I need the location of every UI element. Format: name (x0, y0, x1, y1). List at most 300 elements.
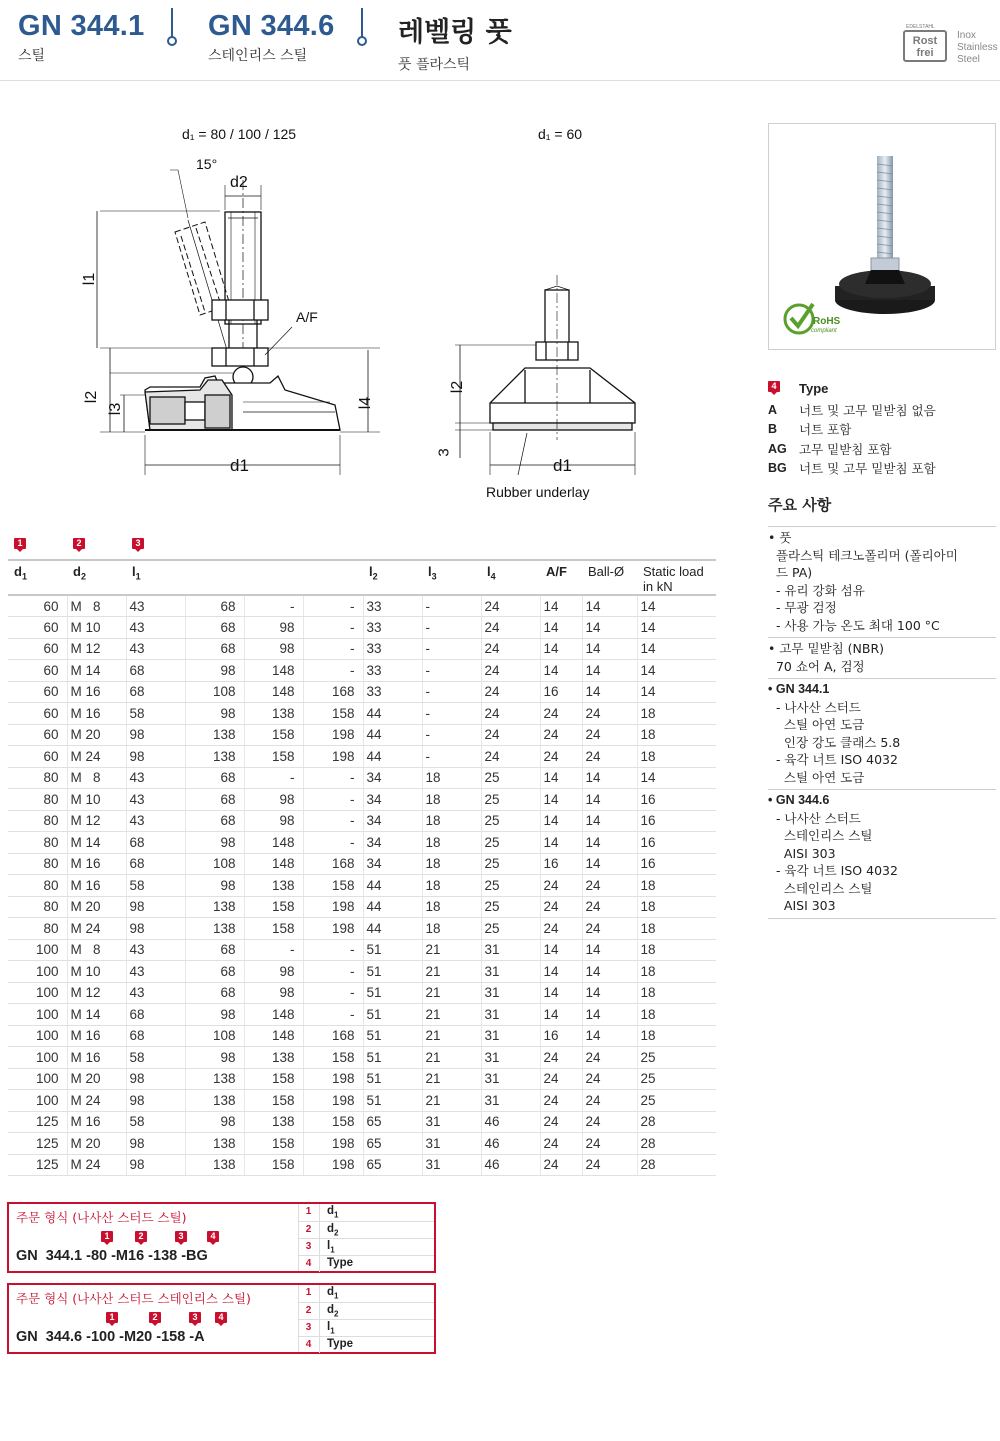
table-cell: 14 (582, 1004, 637, 1026)
table-cell: M 10 (67, 617, 126, 639)
table-cell: 31 (481, 1068, 540, 1090)
table-cell: 68 (126, 681, 185, 703)
table-cell: 60 (8, 746, 67, 768)
table-cell: 98 (244, 617, 303, 639)
table-cell: 21 (422, 1047, 481, 1069)
spec-line: 인장 강도 클래스 5.8 (768, 734, 901, 750)
table-cell: 60 (8, 660, 67, 682)
table-cell: 100 (8, 1025, 67, 1047)
spec-line: 스틸 아연 도금 (768, 717, 865, 732)
product-code-steel: GN 344.1 (18, 10, 145, 42)
label-d1-left: d1 (230, 456, 249, 475)
table-cell: 51 (363, 1090, 422, 1112)
table-cell: 138 (185, 918, 244, 940)
table-cell: 98 (244, 638, 303, 660)
order-badge-1-icon: 1 (101, 1230, 113, 1249)
legend-label: $d_1$ (327, 1205, 339, 1220)
table-cell: M 8 (67, 939, 126, 961)
table-cell: 14 (582, 767, 637, 789)
spec-line: 70 쇼어 A, 검정 (768, 658, 865, 674)
table-cell: 24 (540, 1154, 582, 1176)
table-cell: 100 (8, 961, 67, 983)
table-cell: 65 (363, 1154, 422, 1176)
type-legend-header (768, 376, 996, 400)
table-row (8, 810, 716, 832)
drawing-svg (0, 140, 760, 540)
table-header-cell (363, 560, 422, 595)
header-subscript: 1 (21, 571, 27, 582)
label-angle: 15° (196, 156, 218, 172)
table-cell: 51 (363, 982, 422, 1004)
table-cell: 98 (185, 1004, 244, 1026)
table-cell: 80 (8, 832, 67, 854)
table-row (8, 853, 716, 875)
table-cell: 24 (481, 724, 540, 746)
table-header-cell (126, 560, 185, 595)
logo-line-1: Rost (912, 35, 938, 47)
table-cell: - (422, 703, 481, 725)
product-material-steel: 스틸 (18, 48, 46, 64)
specs-list (768, 526, 996, 919)
table-row (8, 939, 716, 961)
spec-line: AISI 303 (768, 898, 836, 913)
rohs-compliant-label: compliant (811, 328, 837, 334)
table-cell: 21 (422, 939, 481, 961)
table-cell: 68 (185, 939, 244, 961)
table-cell: 34 (363, 810, 422, 832)
legend-label: $l_1$ (327, 1239, 335, 1255)
table-cell: 43 (126, 961, 185, 983)
rostfrei-logo-icon (903, 30, 947, 62)
order-badge-2-icon: 2 (149, 1311, 161, 1330)
legend-label: Type (327, 1256, 353, 1269)
table-cell: 80 (8, 918, 67, 940)
table-cell: 148 (244, 660, 303, 682)
order-legend (298, 1204, 434, 1271)
table-cell: 14 (540, 638, 582, 660)
table-cell: 18 (637, 724, 716, 746)
table-cell: 68 (126, 853, 185, 875)
table-cell: 138 (244, 1047, 303, 1069)
spec-line: - 사용 가능 온도 최대 100 °C (768, 617, 940, 633)
table-row (8, 1025, 716, 1047)
logo-line-2: frei (916, 47, 934, 59)
table-row (8, 1068, 716, 1090)
table-cell: 80 (8, 853, 67, 875)
order-legend-row (298, 1255, 434, 1272)
badge-3-icon: 3 (132, 537, 144, 556)
label-l2-right: l2 (449, 380, 467, 394)
header-product-1 (18, 10, 145, 65)
table-cell: 168 (303, 681, 363, 703)
order-title: 주문 형식 (나사산 스터드 스틸) (16, 1210, 187, 1225)
table-cell: 24 (582, 918, 637, 940)
table-cell: 100 (8, 939, 67, 961)
table-cell: 158 (244, 1154, 303, 1176)
table-cell: 14 (582, 810, 637, 832)
table-cell: 100 (8, 982, 67, 1004)
table-cell: 98 (244, 789, 303, 811)
header-title-block (398, 10, 512, 74)
table-cell: 14 (582, 638, 637, 660)
legend-label: $l_1$ (327, 1320, 335, 1336)
table-header-row (8, 560, 716, 595)
table-cell: 33 (363, 660, 422, 682)
logo-text-stainless: Stainless (957, 42, 998, 53)
dimensions-table (8, 559, 716, 1176)
order-example-steel (7, 1202, 436, 1273)
table-cell: M 16 (67, 853, 126, 875)
table-cell: 14 (637, 767, 716, 789)
specs-title: 주요 사항 (768, 496, 832, 514)
table-cell: 148 (244, 681, 303, 703)
page-title: 레벨링 풋 (398, 17, 512, 48)
table-cell: 138 (185, 746, 244, 768)
table-header-cell (8, 560, 67, 595)
table-cell: 138 (185, 1133, 244, 1155)
table-cell: 25 (637, 1047, 716, 1069)
table-cell: 24 (582, 746, 637, 768)
table-cell: 58 (126, 875, 185, 897)
table-cell: - (422, 617, 481, 639)
table-row (8, 638, 716, 660)
table-cell: M 16 (67, 1047, 126, 1069)
logo-text (957, 30, 998, 66)
badge-2-icon: 2 (73, 537, 85, 556)
spec-group (768, 679, 996, 790)
table-cell: 68 (185, 810, 244, 832)
table-cell: 44 (363, 918, 422, 940)
table-cell: 24 (582, 1154, 637, 1176)
table-row (8, 681, 716, 703)
legend-label: $d_2$ (327, 1303, 339, 1319)
table-header-cell (185, 560, 244, 595)
table-cell: M 12 (67, 982, 126, 1004)
table-cell: 14 (582, 1025, 637, 1047)
table-cell: 138 (185, 1154, 244, 1176)
table-row (8, 982, 716, 1004)
spec-line: - 나사산 스터드 (768, 699, 861, 715)
legend-number: 2 (298, 1222, 320, 1238)
order-code: GN 344.1 -80 -M16 -138 -BG (16, 1248, 208, 1264)
table-cell: 98 (126, 746, 185, 768)
header-label: l (132, 564, 136, 579)
table-cell: 14 (582, 617, 637, 639)
table-cell: 138 (244, 1111, 303, 1133)
spec-line: - 육각 너트 ISO 4032 (768, 752, 898, 767)
table-header-cell (582, 560, 637, 595)
table-cell: 80 (8, 875, 67, 897)
table-cell: M 14 (67, 1004, 126, 1026)
legend-number: 1 (298, 1285, 320, 1302)
table-cell: 14 (540, 832, 582, 854)
table-header-cell (303, 560, 363, 595)
header-label: d (14, 564, 22, 579)
header-label: d (73, 564, 81, 579)
type-desc: 너트 포함 (799, 422, 852, 438)
table-cell: 98 (126, 1154, 185, 1176)
badge-1-icon: 1 (14, 537, 26, 556)
table-cell: 158 (244, 1133, 303, 1155)
table-cell: 43 (126, 982, 185, 1004)
table-cell: 125 (8, 1133, 67, 1155)
table-cell: 24 (582, 1133, 637, 1155)
product-code-stainless: GN 344.6 (208, 10, 335, 42)
table-cell: M 16 (67, 1025, 126, 1047)
table-cell: - (244, 939, 303, 961)
table-cell: 33 (363, 617, 422, 639)
table-cell: M 10 (67, 789, 126, 811)
table-cell: M 8 (67, 767, 126, 789)
table-cell: 44 (363, 746, 422, 768)
table-cell: 24 (582, 1068, 637, 1090)
spec-line: 스테인리스 스틸 (768, 880, 873, 896)
table-row (8, 875, 716, 897)
table-cell: 68 (185, 617, 244, 639)
table-cell: 198 (303, 746, 363, 768)
spec-line: • 풋 (768, 530, 792, 545)
table-cell: 28 (637, 1111, 716, 1133)
header-label: Ball-Ø (588, 564, 625, 579)
table-cell: 138 (244, 875, 303, 897)
label-three: 3 (435, 448, 453, 457)
table-cell: - (422, 660, 481, 682)
table-cell: 58 (126, 1111, 185, 1133)
table-cell: 18 (422, 875, 481, 897)
table-cell: M 16 (67, 681, 126, 703)
table-cell: 68 (126, 1004, 185, 1026)
leveling-foot-image (769, 124, 995, 349)
product-material-stainless: 스테인리스 스틸 (208, 48, 308, 64)
table-cell: 43 (126, 595, 185, 617)
table-cell: 14 (540, 982, 582, 1004)
table-cell: 80 (8, 896, 67, 918)
table-cell: - (303, 832, 363, 854)
table-cell: 68 (126, 832, 185, 854)
header-product-2 (208, 10, 335, 65)
table-cell: 14 (637, 638, 716, 660)
table-cell: 60 (8, 595, 67, 617)
order-badge-2-icon: 2 (135, 1230, 147, 1249)
label-l1: l1 (81, 272, 99, 286)
table-cell: 158 (244, 1068, 303, 1090)
table-cell: - (303, 789, 363, 811)
table-cell: 108 (185, 681, 244, 703)
table-cell: 98 (185, 832, 244, 854)
table-cell: 43 (126, 810, 185, 832)
table-cell: 80 (8, 810, 67, 832)
table-cell: 100 (8, 1047, 67, 1069)
table-row (8, 1047, 716, 1069)
spec-group (768, 638, 996, 679)
type-key: BG (768, 461, 787, 476)
table-cell: 21 (422, 1068, 481, 1090)
table-cell: 25 (637, 1090, 716, 1112)
table-cell: 138 (185, 1068, 244, 1090)
table-cell: 198 (303, 1154, 363, 1176)
order-example-stainless (7, 1283, 436, 1354)
table-cell: 16 (540, 853, 582, 875)
table-cell: 25 (481, 853, 540, 875)
table-cell: 24 (540, 1111, 582, 1133)
order-badge-3-icon: 3 (189, 1311, 201, 1330)
table-cell: 24 (540, 1133, 582, 1155)
order-legend-row (298, 1204, 434, 1221)
table-cell: 148 (244, 853, 303, 875)
table-cell: 31 (481, 982, 540, 1004)
header-subscript: 2 (80, 571, 86, 582)
table-cell: 98 (126, 896, 185, 918)
table-cell: 24 (540, 918, 582, 940)
table-cell: 14 (637, 660, 716, 682)
table-cell: - (422, 746, 481, 768)
table-cell: 31 (422, 1111, 481, 1133)
table-cell: M 24 (67, 746, 126, 768)
table-cell: 21 (422, 982, 481, 1004)
table-cell: 24 (540, 703, 582, 725)
table-cell: 158 (244, 724, 303, 746)
order-legend-row (298, 1302, 434, 1319)
table-cell: - (244, 595, 303, 617)
spec-line: AISI 303 (768, 845, 836, 861)
table-cell: 138 (185, 724, 244, 746)
table-cell: - (244, 767, 303, 789)
table-cell: - (303, 810, 363, 832)
table-cell: 14 (540, 961, 582, 983)
header-label: l (369, 564, 373, 579)
order-badge-3-icon: 3 (175, 1230, 187, 1249)
table-cell: 98 (126, 1133, 185, 1155)
table-cell: M 16 (67, 875, 126, 897)
table-cell: M 24 (67, 1154, 126, 1176)
order-legend-row (298, 1319, 434, 1336)
table-cell: 98 (126, 1068, 185, 1090)
label-l3: l3 (107, 402, 125, 416)
table-cell: 16 (637, 810, 716, 832)
table-cell: 14 (540, 595, 582, 617)
table-row (8, 746, 716, 768)
spec-line: 드 PA) (768, 565, 813, 580)
table-cell: 198 (303, 1090, 363, 1112)
logo-small-text: EDELSTAHL (906, 24, 935, 30)
table-cell: 46 (481, 1133, 540, 1155)
table-cell: 158 (303, 703, 363, 725)
order-legend-row (298, 1336, 434, 1353)
table-cell: 98 (185, 1111, 244, 1133)
table-cell: 14 (582, 939, 637, 961)
table-cell: 60 (8, 681, 67, 703)
table-cell: 18 (637, 1025, 716, 1047)
legend-label: $d_2$ (327, 1222, 339, 1238)
table-cell: 21 (422, 1090, 481, 1112)
table-cell: 198 (303, 896, 363, 918)
table-cell: - (303, 617, 363, 639)
table-cell: 158 (244, 896, 303, 918)
table-cell: 24 (540, 875, 582, 897)
table-cell: 25 (481, 918, 540, 940)
table-cell: 18 (637, 875, 716, 897)
table-cell: 24 (481, 617, 540, 639)
table-cell: 25 (481, 767, 540, 789)
table-cell: 148 (244, 1025, 303, 1047)
table-cell: M 10 (67, 961, 126, 983)
table-cell: 68 (185, 595, 244, 617)
table-cell: 51 (363, 1068, 422, 1090)
table-cell: 98 (185, 703, 244, 725)
type-heading: Type (799, 380, 829, 396)
type-key: AG (768, 441, 787, 456)
table-cell: M 20 (67, 896, 126, 918)
legend-number: 1 (298, 1204, 320, 1221)
table-cell: 60 (8, 638, 67, 660)
table-cell: 138 (185, 896, 244, 918)
order-badge-4-icon: 4 (215, 1311, 227, 1330)
header-label: Static load in kN (643, 564, 704, 594)
logo-text-inox: Inox (957, 30, 976, 41)
table-cell: 31 (481, 1090, 540, 1112)
header-separator-icon (357, 8, 367, 46)
table-cell: 16 (637, 789, 716, 811)
table-cell: 31 (422, 1133, 481, 1155)
table-cell: - (303, 1004, 363, 1026)
table-cell: M 14 (67, 832, 126, 854)
table-cell: 24 (540, 1068, 582, 1090)
table-cell: 14 (540, 660, 582, 682)
legend-number: 4 (298, 1337, 320, 1353)
table-header-cell (67, 560, 126, 595)
table-cell: 14 (582, 789, 637, 811)
table-cell: 14 (540, 767, 582, 789)
type-key: B (768, 422, 778, 437)
table-cell: - (422, 595, 481, 617)
table-cell: 25 (481, 875, 540, 897)
table-cell: 168 (303, 1025, 363, 1047)
table-row (8, 767, 716, 789)
table-cell: 51 (363, 1025, 422, 1047)
table-cell: 43 (126, 789, 185, 811)
table-cell: 98 (244, 810, 303, 832)
table-cell: 80 (8, 767, 67, 789)
table-cell: 44 (363, 875, 422, 897)
table-cell: 98 (185, 660, 244, 682)
header-separator-icon (167, 8, 177, 46)
spec-group (768, 790, 996, 919)
table-cell: 68 (185, 638, 244, 660)
table-cell: 18 (422, 789, 481, 811)
table-cell: 158 (303, 1047, 363, 1069)
order-legend (298, 1285, 434, 1352)
table-cell: 24 (481, 746, 540, 768)
legend-number: 3 (298, 1320, 320, 1336)
legend-number: 2 (298, 1303, 320, 1319)
table-cell: 46 (481, 1154, 540, 1176)
table-header-cell (540, 560, 582, 595)
table-cell: 16 (540, 681, 582, 703)
table-cell: 34 (363, 789, 422, 811)
table-cell: 14 (582, 853, 637, 875)
table-cell: 33 (363, 595, 422, 617)
table-cell: 18 (422, 918, 481, 940)
table-cell: 34 (363, 832, 422, 854)
table-cell: 51 (363, 1004, 422, 1026)
table-cell: M 20 (67, 1133, 126, 1155)
header-subscript: 1 (135, 571, 141, 582)
table-cell: 14 (582, 832, 637, 854)
header-label: l (428, 564, 432, 579)
table-cell: 28 (637, 1133, 716, 1155)
table-cell: 100 (8, 1004, 67, 1026)
table-cell: 14 (637, 617, 716, 639)
